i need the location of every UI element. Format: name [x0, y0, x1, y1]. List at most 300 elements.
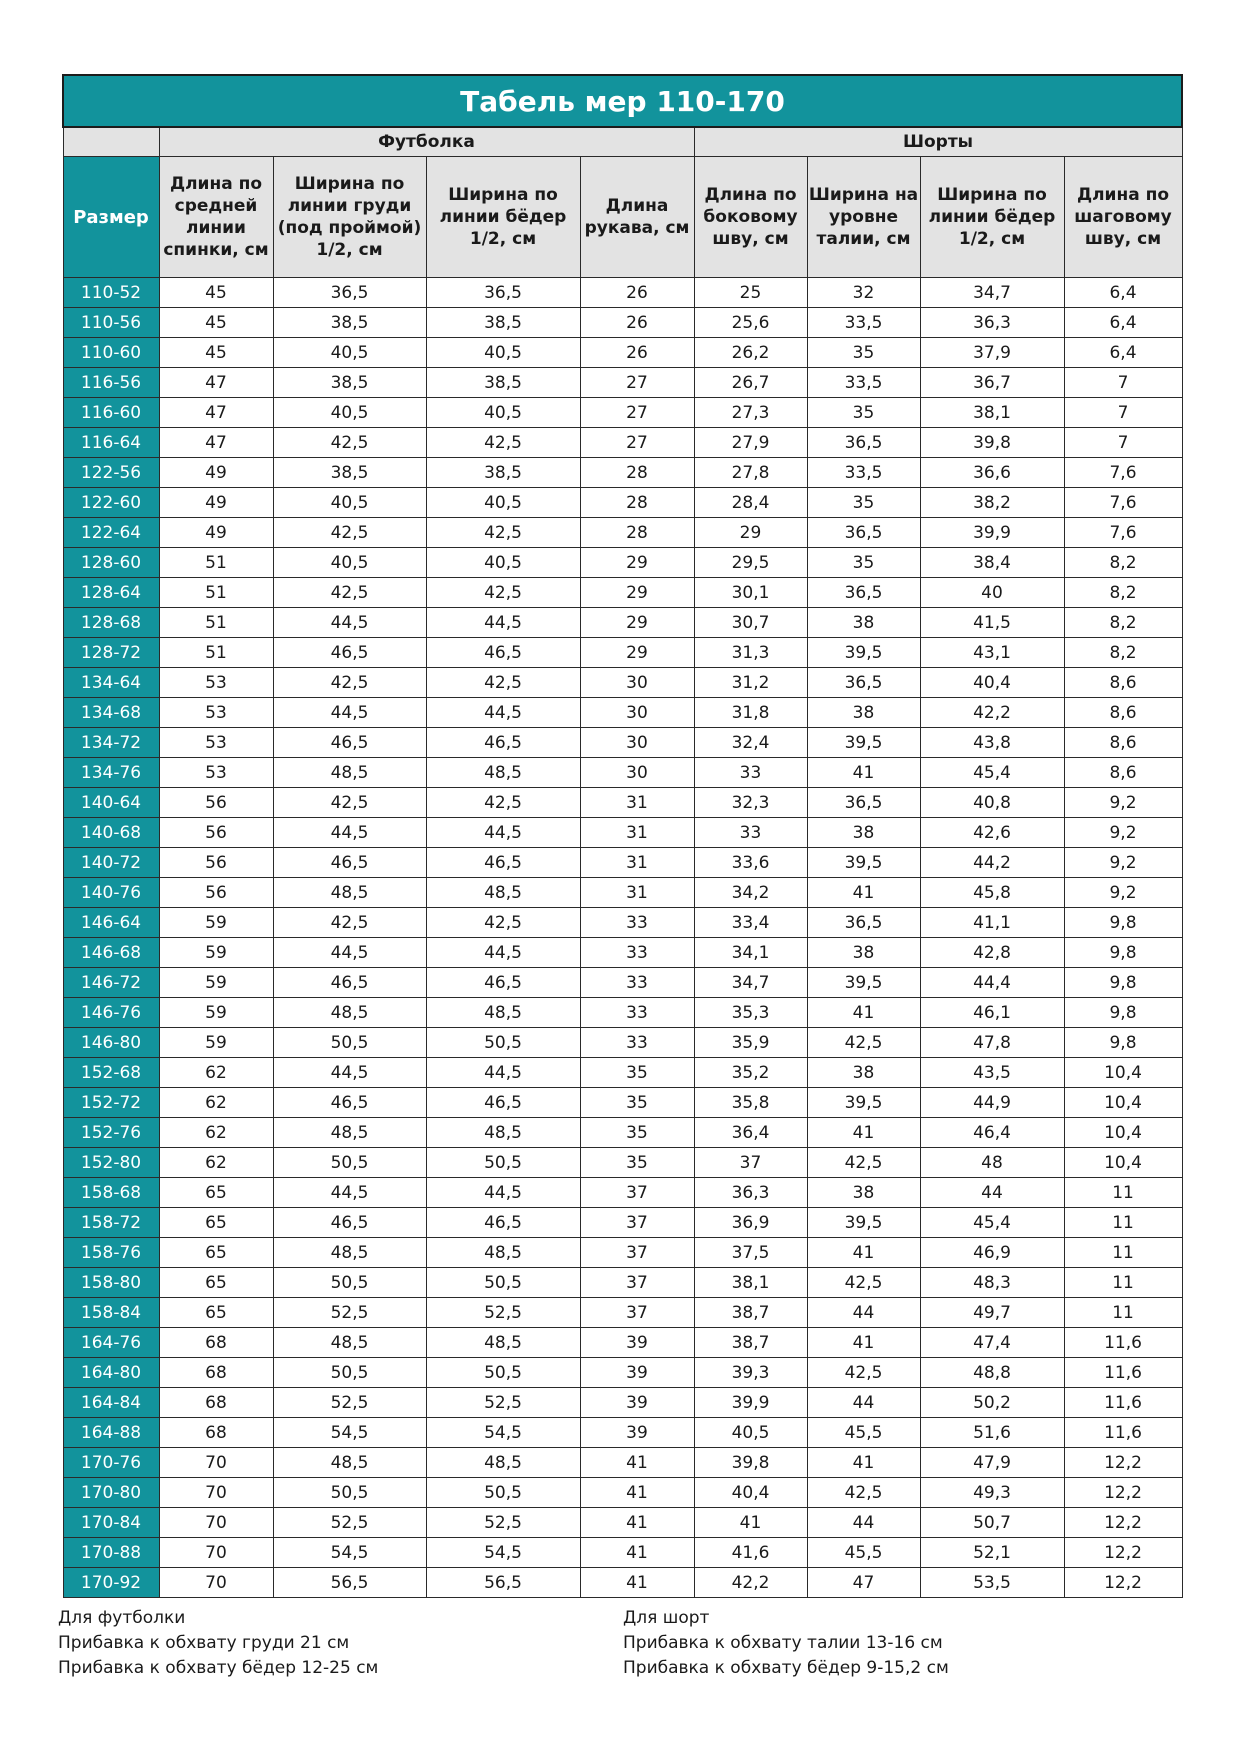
cell-shorts-hip-width: 51,6 — [920, 1418, 1064, 1448]
cell-waist-width: 38 — [807, 1058, 920, 1088]
cell-chest-width: 38,5 — [273, 458, 426, 488]
cell-size: 164-76 — [63, 1328, 159, 1358]
cell-size: 122-56 — [63, 458, 159, 488]
table-row — [63, 668, 1182, 698]
cell-inseam-length: 7 — [1064, 368, 1182, 398]
cell-hip-width: 46,5 — [426, 968, 580, 998]
cell-side-seam-length: 38,7 — [694, 1298, 807, 1328]
cell-side-seam-length: 40,4 — [694, 1478, 807, 1508]
cell-inseam-length: 11,6 — [1064, 1358, 1182, 1388]
cell-waist-width: 35 — [807, 338, 920, 368]
cell-waist-width: 42,5 — [807, 1478, 920, 1508]
cell-waist-width: 41 — [807, 758, 920, 788]
table-row — [63, 1028, 1182, 1058]
cell-shorts-hip-width: 37,9 — [920, 338, 1064, 368]
cell-shorts-hip-width: 38,4 — [920, 548, 1064, 578]
cell-waist-width: 36,5 — [807, 788, 920, 818]
cell-inseam-length: 12,2 — [1064, 1508, 1182, 1538]
cell-inseam-length: 6,4 — [1064, 338, 1182, 368]
cell-waist-width: 38 — [807, 608, 920, 638]
cell-chest-width: 46,5 — [273, 1088, 426, 1118]
cell-back-length: 65 — [159, 1238, 273, 1268]
cell-hip-width: 46,5 — [426, 728, 580, 758]
table-row — [63, 1448, 1182, 1478]
cell-waist-width: 38 — [807, 1178, 920, 1208]
cell-inseam-length: 8,2 — [1064, 638, 1182, 668]
group-header-shirt: Футболка — [159, 127, 694, 157]
table-row — [63, 578, 1182, 608]
cell-inseam-length: 11 — [1064, 1268, 1182, 1298]
table-row — [63, 608, 1182, 638]
cell-inseam-length: 9,8 — [1064, 938, 1182, 968]
cell-shorts-hip-width: 45,4 — [920, 1208, 1064, 1238]
cell-hip-width: 42,5 — [426, 578, 580, 608]
table-row — [63, 818, 1182, 848]
cell-shorts-hip-width: 39,9 — [920, 518, 1064, 548]
cell-back-length: 65 — [159, 1268, 273, 1298]
cell-sleeve-length: 29 — [580, 548, 694, 578]
cell-size: 110-52 — [63, 278, 159, 308]
cell-side-seam-length: 27,8 — [694, 458, 807, 488]
cell-shorts-hip-width: 42,2 — [920, 698, 1064, 728]
cell-waist-width: 47 — [807, 1568, 920, 1598]
col-header-shorts-hip-width: Ширина по линии бёдер 1/2, см — [920, 157, 1064, 278]
cell-hip-width: 42,5 — [426, 908, 580, 938]
cell-sleeve-length: 26 — [580, 278, 694, 308]
table-row — [63, 698, 1182, 728]
cell-sleeve-length: 31 — [580, 818, 694, 848]
table-row — [63, 848, 1182, 878]
cell-size: 164-80 — [63, 1358, 159, 1388]
cell-size: 134-68 — [63, 698, 159, 728]
cell-chest-width: 48,5 — [273, 998, 426, 1028]
cell-size: 152-72 — [63, 1088, 159, 1118]
cell-shorts-hip-width: 46,9 — [920, 1238, 1064, 1268]
cell-chest-width: 44,5 — [273, 698, 426, 728]
cell-hip-width: 50,5 — [426, 1028, 580, 1058]
cell-back-length: 45 — [159, 308, 273, 338]
table-row — [63, 428, 1182, 458]
cell-back-length: 49 — [159, 518, 273, 548]
cell-hip-width: 42,5 — [426, 518, 580, 548]
cell-shorts-hip-width: 52,1 — [920, 1538, 1064, 1568]
cell-waist-width: 36,5 — [807, 428, 920, 458]
cell-shorts-hip-width: 44 — [920, 1178, 1064, 1208]
table-row — [63, 458, 1182, 488]
cell-chest-width: 42,5 — [273, 428, 426, 458]
cell-inseam-length: 6,4 — [1064, 278, 1182, 308]
cell-back-length: 59 — [159, 908, 273, 938]
cell-inseam-length: 9,8 — [1064, 908, 1182, 938]
cell-shorts-hip-width: 36,6 — [920, 458, 1064, 488]
cell-side-seam-length: 36,4 — [694, 1118, 807, 1148]
cell-sleeve-length: 26 — [580, 338, 694, 368]
cell-hip-width: 38,5 — [426, 368, 580, 398]
cell-chest-width: 54,5 — [273, 1418, 426, 1448]
cell-inseam-length: 10,4 — [1064, 1118, 1182, 1148]
cell-chest-width: 40,5 — [273, 488, 426, 518]
cell-waist-width: 44 — [807, 1388, 920, 1418]
cell-sleeve-length: 28 — [580, 458, 694, 488]
col-header-hip-width: Ширина по линии бёдер 1/2, см — [426, 157, 580, 278]
table-row — [63, 878, 1182, 908]
cell-shorts-hip-width: 47,8 — [920, 1028, 1064, 1058]
cell-side-seam-length: 39,3 — [694, 1358, 807, 1388]
cell-waist-width: 39,5 — [807, 968, 920, 998]
table-row — [63, 1388, 1182, 1418]
cell-side-seam-length: 40,5 — [694, 1418, 807, 1448]
cell-waist-width: 39,5 — [807, 638, 920, 668]
cell-size: 158-84 — [63, 1298, 159, 1328]
cell-sleeve-length: 37 — [580, 1298, 694, 1328]
table-row — [63, 278, 1182, 308]
cell-side-seam-length: 35,3 — [694, 998, 807, 1028]
cell-chest-width: 54,5 — [273, 1538, 426, 1568]
cell-chest-width: 40,5 — [273, 548, 426, 578]
cell-chest-width: 42,5 — [273, 788, 426, 818]
cell-chest-width: 44,5 — [273, 608, 426, 638]
cell-chest-width: 52,5 — [273, 1508, 426, 1538]
cell-waist-width: 41 — [807, 1448, 920, 1478]
cell-side-seam-length: 33 — [694, 818, 807, 848]
notes-shorts-title: Для шорт — [623, 1608, 710, 1628]
cell-size: 140-76 — [63, 878, 159, 908]
cell-sleeve-length: 30 — [580, 728, 694, 758]
cell-inseam-length: 11 — [1064, 1238, 1182, 1268]
col-header-chest-width: Ширина по линии груди (под проймой) 1/2, см — [273, 157, 426, 278]
cell-sleeve-length: 33 — [580, 968, 694, 998]
cell-side-seam-length: 26,2 — [694, 338, 807, 368]
cell-hip-width: 50,5 — [426, 1148, 580, 1178]
cell-side-seam-length: 38,1 — [694, 1268, 807, 1298]
cell-sleeve-length: 35 — [580, 1118, 694, 1148]
cell-hip-width: 48,5 — [426, 998, 580, 1028]
cell-size: 134-76 — [63, 758, 159, 788]
cell-chest-width: 48,5 — [273, 878, 426, 908]
cell-side-seam-length: 25,6 — [694, 308, 807, 338]
cell-sleeve-length: 30 — [580, 698, 694, 728]
cell-chest-width: 52,5 — [273, 1388, 426, 1418]
cell-size: 116-56 — [63, 368, 159, 398]
cell-sleeve-length: 29 — [580, 608, 694, 638]
cell-shorts-hip-width: 50,7 — [920, 1508, 1064, 1538]
cell-waist-width: 41 — [807, 1328, 920, 1358]
size-table — [62, 74, 1183, 1598]
cell-sleeve-length: 31 — [580, 788, 694, 818]
cell-waist-width: 45,5 — [807, 1418, 920, 1448]
cell-inseam-length: 9,2 — [1064, 878, 1182, 908]
cell-side-seam-length: 32,3 — [694, 788, 807, 818]
cell-chest-width: 42,5 — [273, 668, 426, 698]
cell-back-length: 47 — [159, 428, 273, 458]
cell-size: 152-80 — [63, 1148, 159, 1178]
cell-waist-width: 38 — [807, 938, 920, 968]
cell-chest-width: 46,5 — [273, 638, 426, 668]
cell-chest-width: 36,5 — [273, 278, 426, 308]
table-row — [63, 728, 1182, 758]
cell-back-length: 59 — [159, 968, 273, 998]
cell-size: 116-60 — [63, 398, 159, 428]
cell-inseam-length: 7,6 — [1064, 458, 1182, 488]
table-row — [63, 1358, 1182, 1388]
cell-hip-width: 40,5 — [426, 488, 580, 518]
cell-inseam-length: 8,2 — [1064, 608, 1182, 638]
cell-back-length: 70 — [159, 1478, 273, 1508]
cell-size: 128-68 — [63, 608, 159, 638]
cell-side-seam-length: 36,3 — [694, 1178, 807, 1208]
cell-size: 128-72 — [63, 638, 159, 668]
cell-chest-width: 46,5 — [273, 728, 426, 758]
cell-hip-width: 42,5 — [426, 788, 580, 818]
cell-sleeve-length: 39 — [580, 1358, 694, 1388]
cell-hip-width: 44,5 — [426, 698, 580, 728]
cell-side-seam-length: 33,6 — [694, 848, 807, 878]
cell-size: 164-84 — [63, 1388, 159, 1418]
cell-shorts-hip-width: 36,7 — [920, 368, 1064, 398]
cell-hip-width: 52,5 — [426, 1508, 580, 1538]
cell-shorts-hip-width: 46,1 — [920, 998, 1064, 1028]
col-header-side-seam-length: Длина по боковому шву, см — [694, 157, 807, 278]
cell-size: 146-72 — [63, 968, 159, 998]
cell-inseam-length: 7,6 — [1064, 518, 1182, 548]
cell-size: 158-72 — [63, 1208, 159, 1238]
cell-back-length: 65 — [159, 1178, 273, 1208]
cell-shorts-hip-width: 43,8 — [920, 728, 1064, 758]
col-header-waist-width: Ширина на уровне талии, см — [807, 157, 920, 278]
cell-waist-width: 44 — [807, 1508, 920, 1538]
cell-side-seam-length: 30,7 — [694, 608, 807, 638]
cell-shorts-hip-width: 41,1 — [920, 908, 1064, 938]
cell-inseam-length: 11,6 — [1064, 1328, 1182, 1358]
cell-hip-width: 48,5 — [426, 1448, 580, 1478]
cell-chest-width: 38,5 — [273, 368, 426, 398]
cell-hip-width: 52,5 — [426, 1298, 580, 1328]
table-row — [63, 998, 1182, 1028]
cell-hip-width: 44,5 — [426, 818, 580, 848]
cell-back-length: 47 — [159, 398, 273, 428]
table-row — [63, 1268, 1182, 1298]
cell-sleeve-length: 33 — [580, 938, 694, 968]
cell-waist-width: 36,5 — [807, 908, 920, 938]
cell-back-length: 59 — [159, 1028, 273, 1058]
cell-hip-width: 42,5 — [426, 668, 580, 698]
cell-waist-width: 41 — [807, 998, 920, 1028]
cell-back-length: 56 — [159, 878, 273, 908]
cell-shorts-hip-width: 48,3 — [920, 1268, 1064, 1298]
table-row — [63, 1508, 1182, 1538]
cell-back-length: 70 — [159, 1448, 273, 1478]
cell-shorts-hip-width: 47,4 — [920, 1328, 1064, 1358]
cell-sleeve-length: 31 — [580, 878, 694, 908]
cell-sleeve-length: 35 — [580, 1088, 694, 1118]
cell-hip-width: 44,5 — [426, 1058, 580, 1088]
table-row — [63, 1208, 1182, 1238]
cell-back-length: 45 — [159, 338, 273, 368]
cell-hip-width: 38,5 — [426, 308, 580, 338]
cell-hip-width: 48,5 — [426, 1118, 580, 1148]
group-spacer — [63, 127, 159, 157]
cell-back-length: 53 — [159, 728, 273, 758]
cell-back-length: 51 — [159, 578, 273, 608]
cell-back-length: 68 — [159, 1358, 273, 1388]
cell-waist-width: 35 — [807, 398, 920, 428]
cell-sleeve-length: 30 — [580, 758, 694, 788]
cell-inseam-length: 11 — [1064, 1208, 1182, 1238]
table-row — [63, 368, 1182, 398]
cell-waist-width: 33,5 — [807, 368, 920, 398]
cell-side-seam-length: 33,4 — [694, 908, 807, 938]
cell-back-length: 70 — [159, 1568, 273, 1598]
cell-inseam-length: 10,4 — [1064, 1088, 1182, 1118]
cell-size: 146-80 — [63, 1028, 159, 1058]
cell-size: 170-92 — [63, 1568, 159, 1598]
cell-back-length: 53 — [159, 698, 273, 728]
cell-hip-width: 50,5 — [426, 1478, 580, 1508]
cell-size: 170-84 — [63, 1508, 159, 1538]
cell-shorts-hip-width: 39,8 — [920, 428, 1064, 458]
cell-back-length: 49 — [159, 458, 273, 488]
cell-chest-width: 46,5 — [273, 968, 426, 998]
cell-back-length: 70 — [159, 1538, 273, 1568]
cell-inseam-length: 11,6 — [1064, 1388, 1182, 1418]
cell-size: 128-60 — [63, 548, 159, 578]
table-row — [63, 938, 1182, 968]
col-header-sleeve-length: Длина рукава, см — [580, 157, 694, 278]
cell-size: 164-88 — [63, 1418, 159, 1448]
cell-sleeve-length: 29 — [580, 578, 694, 608]
cell-hip-width: 48,5 — [426, 878, 580, 908]
cell-side-seam-length: 31,2 — [694, 668, 807, 698]
cell-back-length: 56 — [159, 788, 273, 818]
cell-side-seam-length: 39,8 — [694, 1448, 807, 1478]
table-row — [63, 1118, 1182, 1148]
cell-size: 170-80 — [63, 1478, 159, 1508]
cell-side-seam-length: 31,8 — [694, 698, 807, 728]
cell-size: 128-64 — [63, 578, 159, 608]
cell-waist-width: 33,5 — [807, 458, 920, 488]
cell-hip-width: 44,5 — [426, 1178, 580, 1208]
cell-side-seam-length: 36,9 — [694, 1208, 807, 1238]
cell-side-seam-length: 34,1 — [694, 938, 807, 968]
cell-side-seam-length: 28,4 — [694, 488, 807, 518]
table-row — [63, 908, 1182, 938]
cell-sleeve-length: 27 — [580, 368, 694, 398]
cell-inseam-length: 12,2 — [1064, 1538, 1182, 1568]
cell-sleeve-length: 29 — [580, 638, 694, 668]
cell-chest-width: 42,5 — [273, 908, 426, 938]
notes-shirt-title: Для футболки — [58, 1608, 186, 1628]
col-header-size: Размер — [63, 157, 159, 278]
table-body — [63, 278, 1182, 1598]
cell-inseam-length: 10,4 — [1064, 1148, 1182, 1178]
cell-back-length: 65 — [159, 1298, 273, 1328]
cell-inseam-length: 9,8 — [1064, 1028, 1182, 1058]
cell-shorts-hip-width: 47,9 — [920, 1448, 1064, 1478]
cell-size: 140-68 — [63, 818, 159, 848]
cell-shorts-hip-width: 44,2 — [920, 848, 1064, 878]
cell-shorts-hip-width: 34,7 — [920, 278, 1064, 308]
cell-size: 158-76 — [63, 1238, 159, 1268]
cell-sleeve-length: 37 — [580, 1178, 694, 1208]
cell-inseam-length: 9,8 — [1064, 968, 1182, 998]
cell-chest-width: 48,5 — [273, 758, 426, 788]
cell-sleeve-length: 35 — [580, 1058, 694, 1088]
table-row — [63, 1298, 1182, 1328]
cell-chest-width: 48,5 — [273, 1118, 426, 1148]
cell-shorts-hip-width: 43,1 — [920, 638, 1064, 668]
cell-back-length: 62 — [159, 1088, 273, 1118]
cell-back-length: 62 — [159, 1118, 273, 1148]
group-header-shorts: Шорты — [694, 127, 1182, 157]
cell-size: 152-76 — [63, 1118, 159, 1148]
cell-chest-width: 44,5 — [273, 1058, 426, 1088]
cell-back-length: 51 — [159, 548, 273, 578]
cell-size: 170-76 — [63, 1448, 159, 1478]
cell-chest-width: 46,5 — [273, 1208, 426, 1238]
cell-side-seam-length: 34,7 — [694, 968, 807, 998]
cell-waist-width: 41 — [807, 1118, 920, 1148]
cell-shorts-hip-width: 36,3 — [920, 308, 1064, 338]
cell-sleeve-length: 37 — [580, 1238, 694, 1268]
cell-side-seam-length: 30,1 — [694, 578, 807, 608]
cell-chest-width: 50,5 — [273, 1478, 426, 1508]
table-row — [63, 308, 1182, 338]
cell-waist-width: 36,5 — [807, 518, 920, 548]
table-row — [63, 788, 1182, 818]
cell-side-seam-length: 35,8 — [694, 1088, 807, 1118]
notes-shirt-line: Прибавка к обхвату груди 21 см — [58, 1633, 350, 1653]
cell-waist-width: 42,5 — [807, 1148, 920, 1178]
cell-shorts-hip-width: 41,5 — [920, 608, 1064, 638]
cell-size: 134-64 — [63, 668, 159, 698]
cell-inseam-length: 9,2 — [1064, 818, 1182, 848]
cell-sleeve-length: 39 — [580, 1418, 694, 1448]
cell-side-seam-length: 29,5 — [694, 548, 807, 578]
notes-shorts — [623, 1606, 949, 1681]
cell-hip-width: 40,5 — [426, 548, 580, 578]
cell-chest-width: 50,5 — [273, 1358, 426, 1388]
cell-sleeve-length: 33 — [580, 998, 694, 1028]
cell-side-seam-length: 35,9 — [694, 1028, 807, 1058]
cell-inseam-length: 8,2 — [1064, 578, 1182, 608]
cell-back-length: 56 — [159, 848, 273, 878]
cell-size: 146-76 — [63, 998, 159, 1028]
cell-shorts-hip-width: 49,3 — [920, 1478, 1064, 1508]
cell-waist-width: 39,5 — [807, 848, 920, 878]
cell-chest-width: 42,5 — [273, 518, 426, 548]
cell-sleeve-length: 41 — [580, 1508, 694, 1538]
cell-side-seam-length: 35,2 — [694, 1058, 807, 1088]
cell-chest-width: 48,5 — [273, 1238, 426, 1268]
cell-waist-width: 42,5 — [807, 1268, 920, 1298]
cell-waist-width: 41 — [807, 1238, 920, 1268]
cell-hip-width: 44,5 — [426, 608, 580, 638]
cell-waist-width: 36,5 — [807, 578, 920, 608]
cell-back-length: 51 — [159, 608, 273, 638]
table-row — [63, 638, 1182, 668]
cell-inseam-length: 8,6 — [1064, 758, 1182, 788]
table-title: Табель мер 110-170 — [63, 75, 1182, 127]
table-row — [63, 1238, 1182, 1268]
cell-sleeve-length: 41 — [580, 1538, 694, 1568]
cell-size: 140-72 — [63, 848, 159, 878]
cell-waist-width: 36,5 — [807, 668, 920, 698]
cell-sleeve-length: 30 — [580, 668, 694, 698]
cell-side-seam-length: 26,7 — [694, 368, 807, 398]
cell-shorts-hip-width: 38,2 — [920, 488, 1064, 518]
cell-inseam-length: 12,2 — [1064, 1568, 1182, 1598]
cell-chest-width: 42,5 — [273, 578, 426, 608]
